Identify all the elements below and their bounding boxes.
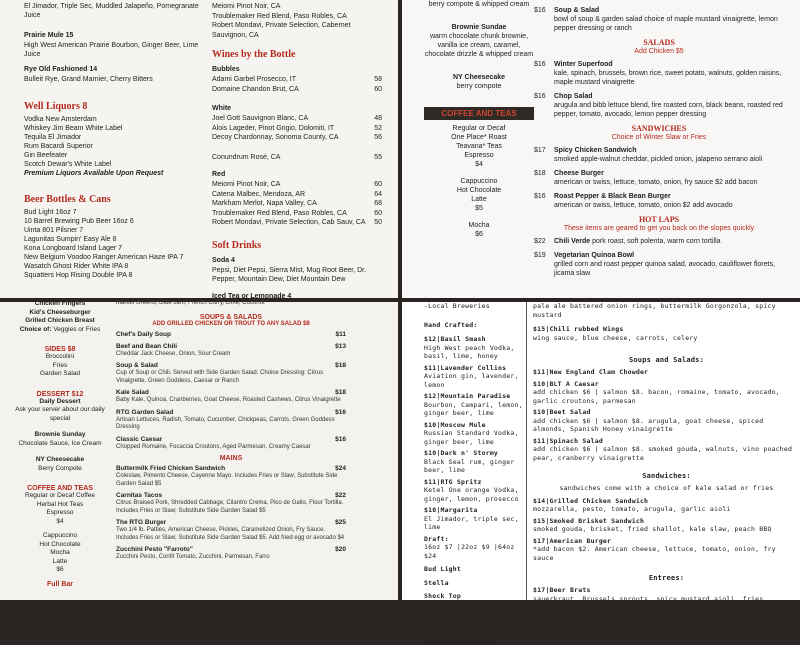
item-name: Buttermilk Fried Chicken Sandwich <box>116 465 226 472</box>
hot-laps-sub: These items are geared to get you back on the slopes quickly <box>563 225 755 232</box>
draft-desc: Park City Brewing <box>424 636 494 644</box>
beer-item: New Belgium Voodoo Ranger American Haze IPA 7 <box>24 254 184 261</box>
cocktail-name: Rye Old Fashioned 14 <box>24 66 98 73</box>
item-name: Vegetarian Quinoa Bowl <box>554 252 635 259</box>
entrees-title: Entrees: <box>648 574 685 582</box>
wine-name: Alois Lageder, Pinot Grigio, Dolomiti, IT <box>212 124 335 132</box>
kids-column <box>6 300 114 588</box>
wine-price: 60 <box>374 85 382 93</box>
draft-title: Draft: <box>424 534 449 543</box>
cocktail-desc: Bulleit Rye, Grand Marnier, Cherry Bitters <box>24 76 153 83</box>
food-desc: sauerkraut, Brussels sprouts, spicy mustard aioli, fries <box>533 594 764 603</box>
item-name: Soup & Salad <box>554 7 600 14</box>
dessert-desc: berry compote & whipped cream <box>428 1 530 8</box>
soups-title: Soups and Salads: <box>628 356 705 364</box>
food-desc: add chicken $6 | salmon $8. smoked gouda, walnuts, vino poached pear, cranberry vinaigrette <box>533 445 793 462</box>
food-desc: *add bacon $2. American cheese, lettuce, tomato, onion, fry sauce <box>533 545 776 562</box>
mains-title: MAINS <box>219 455 243 462</box>
wine-row <box>212 153 382 163</box>
choice-value: Veggies or Fries <box>53 325 101 333</box>
item-price: $16 <box>534 193 546 200</box>
wine-row <box>212 85 382 95</box>
wine-row <box>212 75 382 85</box>
menu-item <box>116 409 346 432</box>
menu-item <box>116 519 346 542</box>
drink-desc: Ketel One orange Vodka, ginger, lemon, prosecco <box>424 486 519 503</box>
coffee-line: Mocha <box>50 549 70 556</box>
item-price: $25 <box>335 519 346 526</box>
item-desc: Citrus Braised Pork, Shredded Cabbage, Cilantro Crema, Pico de Gallo, Flour Tortilla. Includes Fries or Slaw; Substitute Side Garden Salad $5 <box>116 500 344 514</box>
food-item <box>533 437 800 463</box>
drinks-column <box>424 302 524 645</box>
food-name: $10|BLT A Caesar <box>533 379 599 388</box>
handcrafted-title: Hand Crafted: <box>424 320 478 329</box>
drink-name: $12|Basil Smash <box>424 335 486 343</box>
item-desc: smoked apple-walnut cheddar, pickled onion, jalapeno serrano aioli <box>554 156 763 163</box>
drink-item <box>424 478 524 504</box>
salads-title: SALADS <box>643 38 675 47</box>
well-item: Gin Beefeater <box>24 152 68 159</box>
wine-price: 58 <box>374 76 382 83</box>
brownie-desc: Chocolate Sauce, Ice Cream <box>18 439 102 447</box>
item-price: $16 <box>534 7 546 14</box>
item-name: Classic Caesar <box>116 435 163 443</box>
food-item <box>533 325 800 342</box>
wine-price: 60 <box>374 209 382 217</box>
daily-dessert-title: Daily Dessert <box>39 397 81 405</box>
beer-item: 10 Barrel Brewing Pub Beer 16oz 6 <box>24 218 134 225</box>
item-price: $13 <box>335 342 346 350</box>
wine-price: 52 <box>374 124 382 132</box>
wine-name: Troublemaker Red Blend, Paso Robles, CA <box>212 209 347 217</box>
food-name: $11|Spinach Salad <box>533 436 603 445</box>
item-name: Cheese Burger <box>554 170 604 177</box>
draft-item: Stella <box>424 578 449 587</box>
coffee-line: Espresso <box>464 152 494 159</box>
wine-name: Conundrum Rosé, CA <box>212 153 281 161</box>
side-item: Garden Salad <box>39 370 81 377</box>
cocktail-desc: High West American Prairie Bourbon, Ginger Beer, Lime Juice <box>24 42 199 58</box>
menu-item <box>116 546 346 562</box>
item-desc: Two 1/4 lb. Patties, American Cheese, Pickles, Caramelized Onion, Fry Sauce. Includes Fries or Slaw; Substitute Side Garden Salad $5. Add fried egg or avocado $4 <box>116 527 345 541</box>
lunch-menu-photo <box>402 0 800 298</box>
item-desc: kale, spinach, brussels, brown rice, sweet potato, walnuts, golden raisins, maple mustard vinaigrette <box>554 70 782 86</box>
wine-name: Decoy Chardonnay, Sonoma County, CA <box>212 134 339 141</box>
food-name: $17|American Burger <box>533 536 612 545</box>
well-item: Tequila El Jimador <box>24 134 82 141</box>
wine-name: Meiomi Pinot Noir, CA <box>212 3 281 10</box>
item-desc: arugula and bibb lettuce blend, fire roasted corn, black beans, roasted red pepper, tomato, avocado, lemon pepper dressing <box>554 102 783 118</box>
wine-name: Joel Gott Sauvignon Blanc, CA <box>212 115 309 122</box>
draft-item: Hooker Blonde <box>424 627 478 636</box>
item-desc: Zucchini Pesto, Confit Tomato, Zucchini, Parmesan, Farro <box>116 554 270 560</box>
drink-name: $10|Dark n' Stormy <box>424 449 499 457</box>
drinks-left-column <box>24 2 214 280</box>
item-name: Carnitas Tacos <box>116 492 163 499</box>
coffee-line: Latte <box>471 196 487 203</box>
menu-item <box>534 192 784 210</box>
local-breweries-label: -Local Breweries <box>424 302 490 310</box>
drink-item <box>424 335 524 361</box>
item-desc: Baby Kale, Quinoa, Cranberries, Goat Cheese, Roasted Cashews, Citrus Vinaigrette <box>116 397 341 403</box>
menu-item <box>534 251 784 278</box>
food-desc: add chicken $6 | salmon $8. bacon, romaine, tomato, avocado, garlic croutons, parmesan <box>533 388 780 405</box>
brownie-desc: warm chocolate chunk brownie, vanilla ice cream, caramel, chocolate drizzle & whipped cream <box>424 33 534 58</box>
beer-item: Bud Light 16oz 7 <box>24 209 77 216</box>
item-name: RTG Garden Salad <box>116 408 174 416</box>
menu-item <box>116 343 346 359</box>
food-item <box>533 606 800 615</box>
coffee-line: Hot Chocolate <box>39 540 81 548</box>
food-name: $15|Smoked Brisket Sandwich <box>533 516 645 525</box>
beer-item: Uinta 801 Pilsner 7 <box>24 227 84 234</box>
item-price: $20 <box>335 546 346 553</box>
item-desc: american or swiss, lettuce, tomato, onion, fry sauce $2 add bacon <box>554 179 758 186</box>
menu-item <box>534 169 784 187</box>
menu-item <box>116 362 346 385</box>
draft-prices: 16oz $7 |22oz $9 |64oz $24 <box>424 543 515 560</box>
wine-name: Meiomi Pinot Noir, CA <box>212 181 281 188</box>
coffee-line: Cappuccino <box>460 178 498 185</box>
food-desc: add chicken $6 | salmon $8. arugula, goat cheese, spiced almonds, Spanish Honey vinaigrette <box>533 416 764 433</box>
item-desc: Coleslaw, Pimento Cheese, Cayenne Mayo. Includes Fries or Slaw; Substitute Side Garden Salad $5 <box>116 473 338 487</box>
food-desc: mozzarella, pesto, tomato, arugula, garlic aioli <box>533 505 731 513</box>
item-name: Beef and Bean Chili <box>116 342 178 350</box>
wine-row <box>212 209 382 219</box>
soups-mains-column <box>116 300 346 566</box>
soda-label: Soda 4 <box>212 256 235 264</box>
wines-title: Wines by the Bottle <box>212 49 296 60</box>
wine-row <box>212 180 382 190</box>
coffee-title: COFFEE AND TEAS <box>27 485 93 492</box>
draft-desc: Uinta Brewing <box>424 614 478 622</box>
item-name: The RTG Burger <box>116 519 167 526</box>
item-price: $11 <box>335 330 346 338</box>
coffee-line: Herbal Hot Teas <box>36 500 84 508</box>
coffee-title: COFFEE AND TEAS <box>424 107 534 120</box>
item-name: Zucchini Pesto "Farroto" <box>116 546 193 553</box>
food-item <box>533 497 800 514</box>
coffee-line: Mocha <box>468 222 490 229</box>
coffee-price: $4 <box>56 517 64 525</box>
item-name: Winter Superfood <box>554 61 613 68</box>
item-name: Chef's Daily Soup <box>116 330 171 338</box>
soda-desc: Pepsi, Diet Pepsi, Sierra Mist, Mug Root Beer, Dr. Pepper, Mountain Dew, Diet Mountain Dew <box>212 266 367 283</box>
drink-desc: High West peach Vodka, basil, lime, honey <box>424 343 515 360</box>
drink-name: $12|Mountain Paradise <box>424 392 511 400</box>
item-desc: pale ale battered onion rings, buttermilk Gorgonzola, spicy mustard <box>533 302 776 319</box>
draft-item: Cutthroat <box>424 605 462 614</box>
drink-item <box>424 392 524 418</box>
food-column <box>526 302 800 614</box>
wine-price: 48 <box>374 115 382 122</box>
food-name: $11|New England Clam Chowder <box>533 368 649 376</box>
item-price: $18 <box>335 389 346 396</box>
drink-name: $10|Moscow Mule <box>424 420 486 429</box>
menu-item <box>534 146 784 164</box>
wine-name: Domaine Chandon Brut, CA <box>212 85 299 93</box>
drink-item <box>424 364 524 390</box>
soft-drinks-title: Soft Drinks <box>212 239 262 251</box>
item-price: $24 <box>335 465 346 472</box>
wine-name: Troublemaker Red Blend, Paso Robles, CA <box>212 12 347 20</box>
wine-price: 56 <box>374 134 382 141</box>
kids-item: Kid's Cheeseburger <box>29 308 91 316</box>
salads-sub: Add Chicken $5 <box>634 48 684 55</box>
kids-item: Grilled Chicken Breast <box>25 317 95 324</box>
cheesecake-desc: Berry Compote <box>38 464 82 472</box>
wine-name: Markham Merlot, Napa Valley, CA <box>212 200 317 207</box>
wine-row <box>212 218 382 228</box>
wine-price: 55 <box>374 153 382 161</box>
item-desc: grilled corn and roast pepper quinoa salad, avocado, cauliflower florets, jicama slaw <box>554 261 776 277</box>
coffee-price: $6 <box>56 566 64 573</box>
food-item <box>533 368 800 377</box>
item-desc: Cheddar Jack Cheese, Onion, Sour Cream <box>116 350 231 357</box>
food-name: $17|Beer Brats <box>533 586 591 594</box>
full-bar-label: Full Bar <box>46 580 74 588</box>
well-item: Vodka New Amsterdam <box>24 116 97 123</box>
drink-desc: El Jimador, triple sec, lime <box>424 514 519 531</box>
item-name: Chili Verde <box>554 238 591 245</box>
dessert-title: DESSERT $12 <box>36 390 84 398</box>
item-desc: pork roast, soft polenta, warm corn tortilla <box>592 238 721 245</box>
side-item: Fries <box>52 361 68 369</box>
wine-name: Adami Garbel Prosecco, IT <box>212 76 297 83</box>
item-desc: Chopped Romaine, Focaccia Croutons, Aged Parmesan, Creamy Caesar <box>116 443 311 450</box>
printed-menu-scan <box>402 302 800 644</box>
drink-item <box>424 449 524 475</box>
item-name: Chop Salad <box>554 93 593 100</box>
kids-choice <box>6 326 114 335</box>
menu-item <box>116 389 346 405</box>
coffee-line: One Place* Roast <box>451 134 507 141</box>
coffee-line: Hot Chocolate <box>456 187 502 194</box>
choice-label: Choice of: <box>19 325 52 333</box>
well-item: Rum Bacardi Superior <box>24 143 93 150</box>
item-desc: Cup of Soup or Chili. Served with Side Garden Salad. Choice Dressing: Citrus Vinaigrette, Green Goddess, Caesar or Ranch <box>116 370 324 384</box>
cocktail-desc-line: Juice <box>24 12 41 19</box>
cheesecake-desc: berry compote <box>456 83 502 90</box>
well-item: Scotch Dewar's White Label <box>24 161 112 168</box>
coffee-price: $6 <box>475 231 483 238</box>
cheesecake-title: NY Cheesecake <box>35 456 85 463</box>
item-price: $19 <box>534 252 546 259</box>
item-price: $18 <box>335 362 346 369</box>
item-desc: bowl of soup & garden salad choice of maple mustard vinaigrette, lemon pepper dressing or ranch <box>554 16 778 32</box>
wine-row <box>212 2 382 12</box>
menu-item <box>116 492 346 515</box>
soups-sub: ADD GRILLED CHICKEN OR TROUT TO ANY SALAD $8 <box>152 320 310 327</box>
kids-item: Chicken Fingers <box>34 300 86 307</box>
soups-title: SOUPS & SALADS <box>199 313 263 321</box>
sandwiches-sub: Choice of Winter Slaw or Fries <box>611 134 707 141</box>
food-desc: wing sauce, blue cheese, carrots, celery <box>533 333 698 342</box>
coffee-price: $5 <box>475 205 483 212</box>
food-name: $10|Beet Salad <box>533 408 591 416</box>
food-name: $14|Grilled Chicken Sandwich <box>533 496 649 505</box>
drink-desc: Black Seal rum, ginger beer, lime <box>424 457 515 474</box>
food-item <box>533 586 800 603</box>
red-label: Red <box>212 171 226 178</box>
beer-title: Beer Bottles & Cans <box>24 194 111 205</box>
drinks-menu-photo <box>0 0 398 298</box>
coffee-line: Cappuccino <box>42 532 78 539</box>
menu-item <box>534 92 784 119</box>
item-price: $16 <box>534 93 546 100</box>
bubbles-label: Bubbles <box>212 66 240 73</box>
coffee-line: Espresso <box>46 509 74 516</box>
food-item <box>533 537 800 563</box>
dessert-column <box>424 0 534 239</box>
beer-item: Lagunitas Sumpin' Easy Ale 8 <box>24 236 117 243</box>
item-price: $16 <box>335 435 346 443</box>
drink-desc: Russian Standard Vodka, ginger beer, lime <box>424 429 519 446</box>
item-price: $16 <box>534 61 546 68</box>
side-item: Broccolini <box>45 353 75 360</box>
coffee-line: Latte <box>52 557 68 565</box>
food-name: $24|Salmon* <box>533 606 579 614</box>
beer-item: Kona Longboard Island Lager 7 <box>24 245 123 252</box>
wine-row <box>212 21 382 40</box>
menu-item <box>116 331 346 339</box>
sandwiches-title: SANDWICHES <box>631 124 687 133</box>
menu-item <box>534 6 784 33</box>
tea-label: Iced Tea or Lemonade 4 <box>212 292 292 300</box>
wine-name: Catena Malbec, Mendoza, AR <box>212 190 305 198</box>
drink-name: $10|Margarita <box>424 506 478 514</box>
food-item <box>533 408 800 434</box>
item-name: Kale Salad <box>116 389 149 396</box>
well-note: Premium Liquors Available Upon Request <box>24 170 164 177</box>
menu-item <box>534 60 784 87</box>
daily-dessert-desc: Ask your server about our daily special <box>15 406 105 422</box>
cocktail-desc-line: El Jimador, Triple Sec, Muddled Jalapeño, Pomegranate <box>24 3 199 10</box>
item-price: $17 <box>534 147 546 154</box>
coffee-line: Teavana* Teas <box>456 143 502 150</box>
brownie-title: Brownie Sunday <box>34 431 86 438</box>
wine-row <box>212 190 382 200</box>
brownie-title: Brownie Sundae <box>451 24 507 31</box>
drink-name: $11|Lavender Collins <box>424 363 507 372</box>
white-label: White <box>212 105 232 112</box>
food-item <box>533 380 800 406</box>
wine-price: 50 <box>374 219 382 226</box>
drink-item <box>424 421 524 447</box>
item-price: $18 <box>534 170 546 177</box>
wine-name: Robert Mondavi, Private Selection, Cabernet Sauvignon, CA <box>212 22 351 39</box>
item-desc: Market Greens, Date Jam, French Curry, Lime, Coconut <box>116 300 265 306</box>
coffee-price: $4 <box>475 161 483 168</box>
item-desc: Artisan Lettuces, Radish, Tomato, Cucumber, Chickpeas, Carrots. Green Goddess Dressing <box>116 416 335 430</box>
wines-column <box>212 2 382 302</box>
well-item: Whiskey Jim Beam White Label <box>24 125 123 132</box>
menu-item <box>116 465 346 488</box>
drink-desc: Bourbon, Campari, lemon, ginger beer, lime <box>424 400 523 417</box>
food-desc: smoked gouda, brisket, fried shallot, kale slaw, peach BBQ <box>533 525 772 533</box>
cheesecake-title: NY Cheesecake <box>452 74 506 81</box>
sandwiches-title: Sandwiches: <box>642 472 691 480</box>
wine-price: 64 <box>374 190 382 198</box>
wine-name: Robert Mondavi, Private Selection, Cab Sauv, CA <box>212 219 366 226</box>
item-price: $22 <box>335 492 346 499</box>
wine-price: 68 <box>374 200 382 207</box>
beer-item: Squatters Hop Rising Double IPA 8 <box>24 272 133 279</box>
mains-column <box>534 6 784 283</box>
item-name: Spicy Chicken Sandwich <box>554 147 637 154</box>
item-name: Soup & Salad <box>116 362 158 369</box>
wine-row <box>212 199 382 209</box>
drink-item <box>424 506 524 532</box>
menu-item <box>534 237 784 246</box>
beer-item: Wasatch Ghost Rider White IPA 8 <box>24 263 129 270</box>
item-desc: american or swiss, lettuce, tomato, onion $2 add avocado <box>554 202 733 209</box>
sandwiches-sub: sandwiches come with a choice of kale salad or fries <box>559 484 774 492</box>
wine-row <box>212 133 382 143</box>
wine-price: 60 <box>374 181 382 188</box>
drink-desc: Aviation gin, lavender, lemon <box>424 372 519 389</box>
sides-title: SIDES $8 <box>44 346 76 353</box>
wine-row <box>212 12 382 22</box>
item-price: $22 <box>534 238 546 245</box>
drink-name: $11|RTG Spritz <box>424 477 482 486</box>
item-name: Roast Pepper & Black Bean Burger <box>554 193 671 200</box>
wine-row <box>212 114 382 124</box>
cocktail-name: Prairie Mule 15 <box>24 32 74 39</box>
draft-item: Bud Light <box>424 565 462 573</box>
hot-laps-title: HOT LAPS <box>638 215 680 224</box>
dinner-menu-photo <box>0 302 398 600</box>
food-item <box>533 517 800 534</box>
coffee-line: Regular or Decaf <box>452 125 506 132</box>
item-price: $16 <box>335 408 346 416</box>
well-liquors-title: Well Liquors 8 <box>24 101 88 112</box>
draft-item: Shock Top <box>424 592 462 600</box>
menu-item <box>116 436 346 452</box>
coffee-line: Regular or Decaf Coffee <box>25 492 95 499</box>
food-name: $15|Chili rubbed Wings <box>533 325 624 333</box>
wine-row <box>212 124 382 134</box>
